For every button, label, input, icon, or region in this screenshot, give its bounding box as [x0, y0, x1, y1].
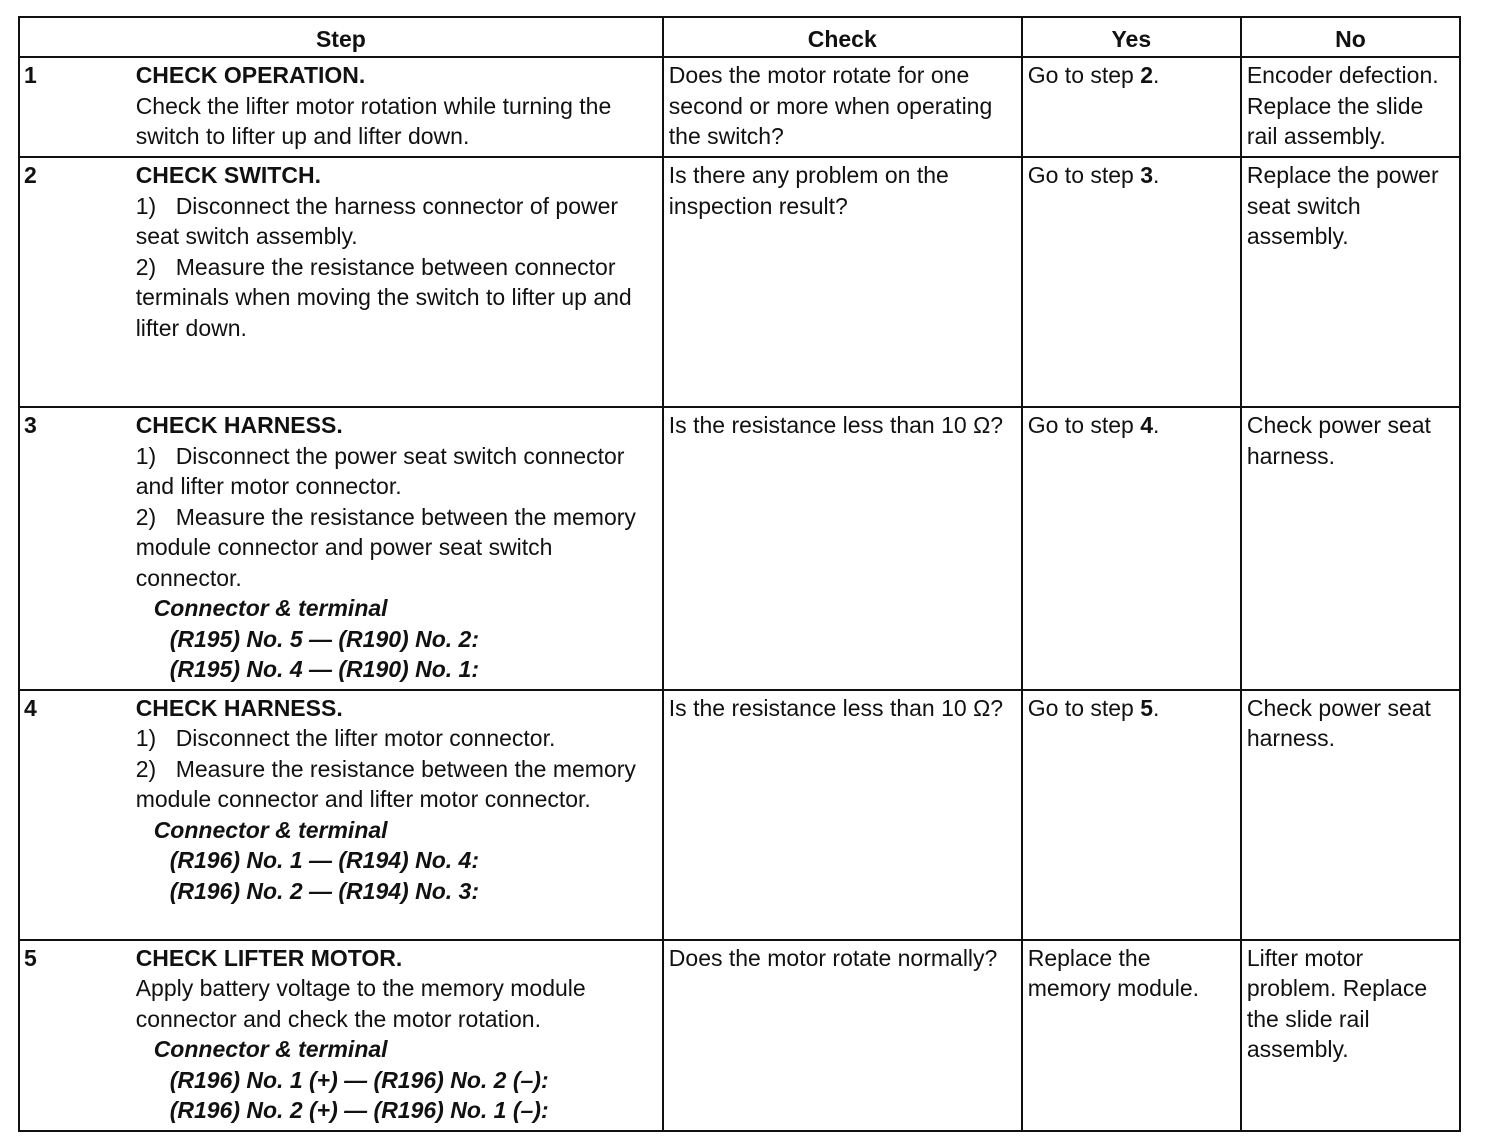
yes-step-ref: 4 [1140, 412, 1154, 438]
step-description [132, 690, 663, 940]
no-cell: Replace the power seat switch assembly. [1241, 157, 1460, 407]
step-number: 3 [19, 407, 132, 690]
step-substep [136, 191, 658, 252]
substep-number: 1) [135, 725, 157, 751]
yes-cell [1022, 407, 1241, 690]
table-row [19, 57, 1460, 157]
step-number: 5 [19, 940, 132, 1131]
step-number: 4 [19, 690, 132, 940]
yes-cell [1022, 157, 1241, 407]
step-body: Check the lifter motor rotation while turning the switch to lifter up and lifter down. [135, 92, 612, 149]
yes-cell [1022, 690, 1241, 940]
connector-terminal: (R196) No. 1 — (R194) No. 4: [169, 847, 479, 873]
step-number: 2 [19, 157, 132, 407]
step-title: CHECK SWITCH. [135, 162, 321, 188]
step-body: Apply battery voltage to the memory module connector and check the motor rotation. [135, 975, 586, 1032]
no-cell: Encoder defection. Replace the slide rail assembly. [1241, 57, 1460, 157]
connector-terminal: (R196) No. 2 (+) — (R196) No. 1 (–): [169, 1097, 549, 1123]
yes-prefix: Go to step [1027, 694, 1141, 721]
yes-cell [1022, 57, 1241, 157]
step-substep [136, 252, 658, 344]
yes-suffix: . [1153, 694, 1160, 721]
header-check: Check [663, 17, 1022, 57]
check-cell: Does the motor rotate for one second or more when operating the switch? [663, 57, 1022, 157]
step-number: 1 [19, 57, 132, 157]
diagnostic-table [18, 16, 1461, 1132]
header-row [19, 17, 1460, 57]
no-cell: Check power seat harness. [1241, 690, 1460, 940]
substep-text: Measure the resistance between the memory module connector and lifter motor connector. [135, 755, 636, 812]
no-cell: Check power seat harness. [1241, 407, 1460, 690]
step-title: CHECK OPERATION. [135, 62, 366, 88]
step-title: CHECK HARNESS. [135, 412, 343, 438]
substep-number: 1) [135, 192, 157, 219]
check-cell: Is the resistance less than 10 Ω? [663, 690, 1022, 940]
table-row [19, 690, 1460, 940]
step-title: CHECK HARNESS. [135, 694, 343, 721]
substep-text: Disconnect the harness connector of power seat switch assembly. [135, 192, 619, 249]
check-cell: Is there any problem on the inspection result? [663, 157, 1022, 407]
no-cell: Lifter motor problem. Replace the slide rail assembly. [1241, 940, 1460, 1131]
header-step: Step [19, 17, 663, 57]
step-substep [136, 502, 658, 594]
connector-terminal: (R195) No. 4 — (R190) No. 1: [169, 656, 479, 682]
step-description [132, 57, 663, 157]
yes-suffix: . [1153, 412, 1160, 438]
yes-prefix: Go to step [1027, 162, 1141, 188]
step-description [132, 407, 663, 690]
yes-prefix: Go to step [1027, 412, 1141, 438]
step-substep [136, 754, 658, 815]
check-cell: Does the motor rotate normally? [663, 940, 1022, 1131]
substep-text: Disconnect the lifter motor connector. [175, 725, 556, 751]
connector-title: Connector & terminal [153, 1036, 388, 1062]
header-yes: Yes [1022, 17, 1241, 57]
step-description [132, 157, 663, 407]
substep-number: 2) [135, 755, 157, 782]
substep-text: Disconnect the power seat switch connector and lifter motor connector. [135, 442, 625, 499]
substep-number: 2) [135, 503, 157, 530]
table-row [19, 407, 1460, 690]
step-substep [136, 723, 658, 754]
yes-cell: Replace the memory module. [1022, 940, 1241, 1131]
table-row [19, 940, 1460, 1131]
substep-text: Measure the resistance between the memory module connector and power seat switch connector. [135, 503, 636, 591]
step-title: CHECK LIFTER MOTOR. [135, 944, 403, 971]
header-no: No [1241, 17, 1460, 57]
check-cell: Is the resistance less than 10 Ω? [663, 407, 1022, 690]
yes-step-ref: 5 [1140, 694, 1154, 721]
connector-terminal: (R196) No. 1 (+) — (R196) No. 2 (–): [169, 1066, 549, 1093]
connector-terminal: (R196) No. 2 — (R194) No. 3: [169, 877, 479, 904]
substep-text: Measure the resistance between connector terminals when moving the switch to lifter up and lifter down. [135, 253, 632, 341]
yes-prefix: Go to step [1027, 62, 1141, 88]
substep-number: 1) [135, 442, 157, 469]
yes-suffix: . [1153, 62, 1160, 88]
step-description [132, 940, 663, 1131]
connector-terminal: (R195) No. 5 — (R190) No. 2: [169, 625, 479, 652]
yes-step-ref: 3 [1140, 162, 1154, 188]
yes-suffix: . [1153, 162, 1160, 188]
table-row [19, 157, 1460, 407]
connector-title: Connector & terminal [153, 816, 388, 843]
yes-step-ref: 2 [1140, 62, 1154, 88]
connector-title: Connector & terminal [153, 595, 388, 621]
substep-number: 2) [135, 253, 157, 280]
step-substep [136, 441, 658, 502]
